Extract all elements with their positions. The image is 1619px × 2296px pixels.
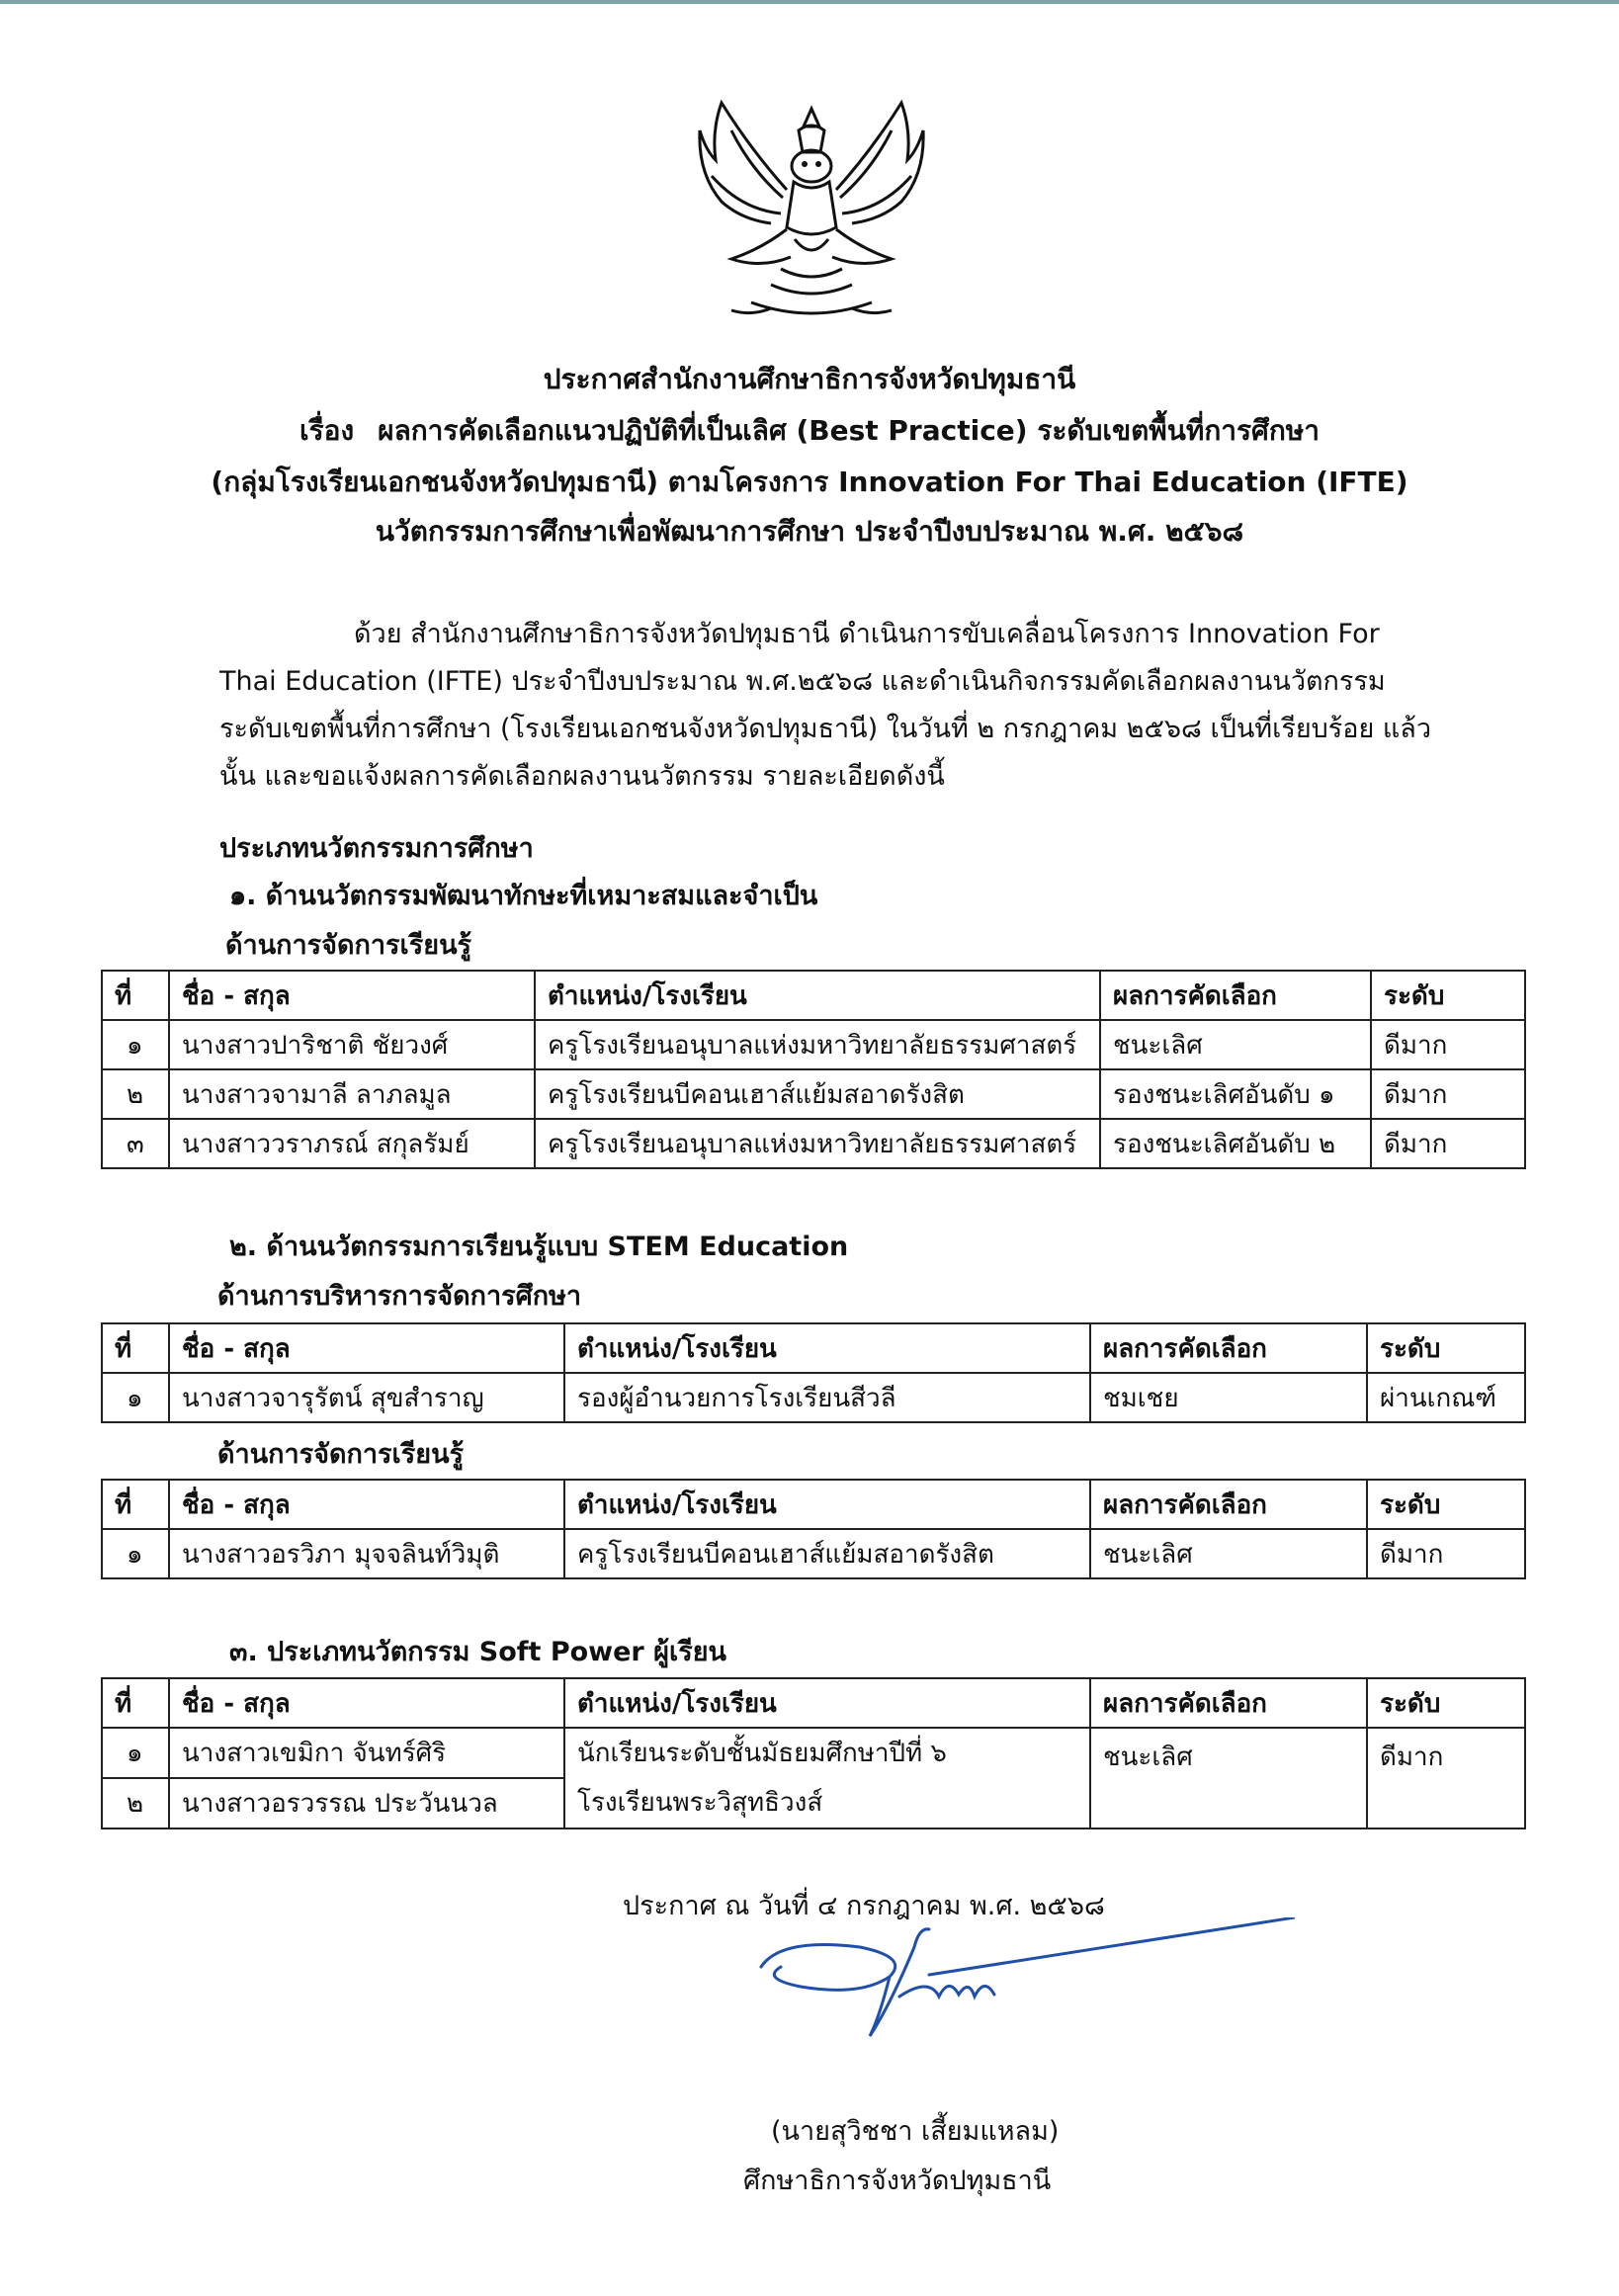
cell-no: ๑	[102, 1020, 169, 1069]
col-header-result: ผลการคัดเลือก	[1100, 971, 1371, 1020]
intro-paragraph: ด้วย สำนักงานศึกษาธิการจังหวัดปทุมธานี ดำเนินการขับเคลื่อนโครงการ Innovation For Thai Education (IFTE) ประจำปีงบประมาณ พ.ศ.๒๕๖๘ และดำเนินกิจกรรมคัดเลือกผลงานนวัตกรรม ระดับเขตพื้นที่การศึกษา (โรงเรียนเอกชนจังหวัดปทุมธานี) ในวันที่ ๒ กรกฎาคม ๒๕๖๘ เป็นที่เรียบร้อย แล้วนั้น และขอแจ้งผลการคัดเลือกผลงานนวัตกรรม รายละเอียดดังนี้	[219, 619, 1432, 792]
section-2b-table	[101, 1479, 1526, 1579]
col-header-position: ตำแหน่ง/โรงเรียน	[564, 1480, 1090, 1529]
category-heading: ประเภทนวัตกรรมการศึกษา	[219, 833, 534, 864]
col-header-name: ชื่อ - สกุล	[169, 1480, 564, 1529]
table-header-row	[102, 1480, 1525, 1529]
cell-position: ครูโรงเรียนอนุบาลแห่งมหาวิทยาลัยธรรมศาสตร์	[535, 1119, 1100, 1168]
col-header-result: ผลการคัดเลือก	[1090, 1678, 1367, 1728]
garuda-emblem-icon	[692, 91, 931, 324]
table-row	[102, 1119, 1525, 1168]
cell-name: นางสาวเขมิกา จันทร์ศิริ	[169, 1728, 564, 1778]
col-header-name: ชื่อ - สกุล	[169, 971, 535, 1020]
cell-no: ๒	[102, 1069, 169, 1119]
table-header-row	[102, 1678, 1525, 1728]
signature-image	[741, 1917, 1295, 2056]
cell-name: นางสาววราภรณ์ สกุลรัมย์	[169, 1119, 535, 1168]
announcement-title: ประกาศสำนักงานศึกษาธิการจังหวัดปทุมธานี	[543, 363, 1076, 395]
cell-name: นางสาวอรวิภา มุจจลินท์วิมุติ	[169, 1529, 564, 1578]
cell-name: นางสาวปาริชาติ ชัยวงศ์	[169, 1020, 535, 1069]
announce-date: ประกาศ ณ วันที่ ๔ กรกฎาคม พ.ศ. ๒๕๖๘	[623, 1891, 1105, 1921]
col-header-position: ตำแหน่ง/โรงเรียน	[564, 1323, 1090, 1373]
col-header-level: ระดับ	[1371, 971, 1525, 1020]
col-header-name: ชื่อ - สกุล	[169, 1678, 564, 1728]
cell-no: ๓	[102, 1119, 169, 1168]
section-2-subtitle-b: ด้านการจัดการเรียนรู้	[217, 1439, 465, 1470]
cell-no: ๑	[102, 1373, 169, 1422]
cell-no: ๒	[102, 1778, 169, 1828]
cell-result: รองชนะเลิศอันดับ ๒	[1100, 1119, 1371, 1168]
position-line-2: โรงเรียนพระวิสุทธิวงส์	[577, 1788, 823, 1818]
cell-result: รองชนะเลิศอันดับ ๑	[1100, 1069, 1371, 1119]
cell-name: นางสาวจามาลี ลาภลมูล	[169, 1069, 535, 1119]
section-2-subtitle-a: ด้านการบริหารการจัดการศึกษา	[217, 1281, 582, 1312]
cell-position: ครูโรงเรียนบีคอนเฮาส์แย้มสอาดรังสิต	[535, 1069, 1100, 1119]
table-row	[102, 1373, 1525, 1422]
cell-level: ดีมาก	[1371, 1020, 1525, 1069]
cell-result: ชมเชย	[1090, 1373, 1367, 1422]
subject-text: ผลการคัดเลือกแนวปฏิบัติที่เป็นเลิศ (Best Practice) ระดับเขตพื้นที่การศึกษา	[378, 414, 1320, 447]
cell-position: รองผู้อำนวยการโรงเรียนสีวลี	[564, 1373, 1090, 1422]
cell-position: ครูโรงเรียนอนุบาลแห่งมหาวิทยาลัยธรรมศาสตร์	[535, 1020, 1100, 1069]
cell-no: ๑	[102, 1728, 169, 1778]
col-header-position: ตำแหน่ง/โรงเรียน	[535, 971, 1100, 1020]
table-row	[102, 1069, 1525, 1119]
col-header-level: ระดับ	[1367, 1480, 1525, 1529]
subject-label: เรื่อง	[299, 414, 355, 447]
signer-name: (นายสุวิชชา เสี้ยมแหลม)	[771, 2116, 1060, 2147]
subject-line	[0, 414, 1619, 448]
section-1-subtitle: ด้านการจัดการเรียนรู้	[225, 930, 472, 961]
cell-name: นางสาวจารุรัตน์ สุขสำราญ	[169, 1373, 564, 1422]
cell-level: ดีมาก	[1371, 1069, 1525, 1119]
cell-result-merged: ชนะเลิศ	[1090, 1728, 1367, 1828]
section-2-title: ๒. ด้านนวัตกรรมการเรียนรู้แบบ STEM Education	[229, 1232, 849, 1262]
cell-level: ดีมาก	[1367, 1529, 1525, 1578]
col-header-position: ตำแหน่ง/โรงเรียน	[564, 1678, 1090, 1728]
table-row	[102, 1020, 1525, 1069]
cell-result: ชนะเลิศ	[1100, 1020, 1371, 1069]
section-1-title: ๑. ด้านนวัตกรรมพัฒนาทักษะที่เหมาะสมและจำเป็น	[229, 881, 818, 911]
subject-line-3: นวัตกรรมการศึกษาเพื่อพัฒนาการศึกษา ประจำปีงบประมาณ พ.ศ. ๒๕๖๘	[375, 515, 1244, 548]
subject-line-2: (กลุ่มโรงเรียนเอกชนจังหวัดปทุมธานี) ตามโครงการ Innovation For Thai Education (IFTE)	[211, 466, 1408, 498]
signer-title: ศึกษาธิการจังหวัดปทุมธานี	[743, 2166, 1052, 2196]
table-row	[102, 1728, 1525, 1778]
section-2a-table	[101, 1322, 1526, 1423]
cell-position: ครูโรงเรียนบีคอนเฮาส์แย้มสอาดรังสิต	[564, 1529, 1090, 1578]
section-3-title: ๓. ประเภทนวัตกรรม Soft Power ผู้เรียน	[229, 1637, 726, 1667]
cell-result: ชนะเลิศ	[1090, 1529, 1367, 1578]
cell-level-merged: ดีมาก	[1367, 1728, 1525, 1828]
col-header-no: ที่	[102, 1480, 169, 1529]
cell-no: ๑	[102, 1529, 169, 1578]
table-header-row	[102, 1323, 1525, 1373]
col-header-result: ผลการคัดเลือก	[1090, 1480, 1367, 1529]
col-header-no: ที่	[102, 1678, 169, 1728]
cell-name: นางสาวอรวรรณ ประวันนวล	[169, 1778, 564, 1828]
table-header-row	[102, 971, 1525, 1020]
position-line-1: นักเรียนระดับชั้นมัธยมศึกษาปีที่ ๖	[577, 1739, 947, 1768]
col-header-result: ผลการคัดเลือก	[1090, 1323, 1367, 1373]
section-1-table	[101, 970, 1526, 1169]
section-3-table	[101, 1677, 1526, 1829]
cell-level: ดีมาก	[1371, 1119, 1525, 1168]
col-header-level: ระดับ	[1367, 1323, 1525, 1373]
table-row	[102, 1529, 1525, 1578]
col-header-no: ที่	[102, 1323, 169, 1373]
cell-position-merged	[564, 1728, 1090, 1828]
col-header-level: ระดับ	[1367, 1678, 1525, 1728]
col-header-name: ชื่อ - สกุล	[169, 1323, 564, 1373]
top-edge-line	[0, 0, 1619, 4]
col-header-no: ที่	[102, 971, 169, 1020]
cell-level: ผ่านเกณฑ์	[1367, 1373, 1525, 1422]
